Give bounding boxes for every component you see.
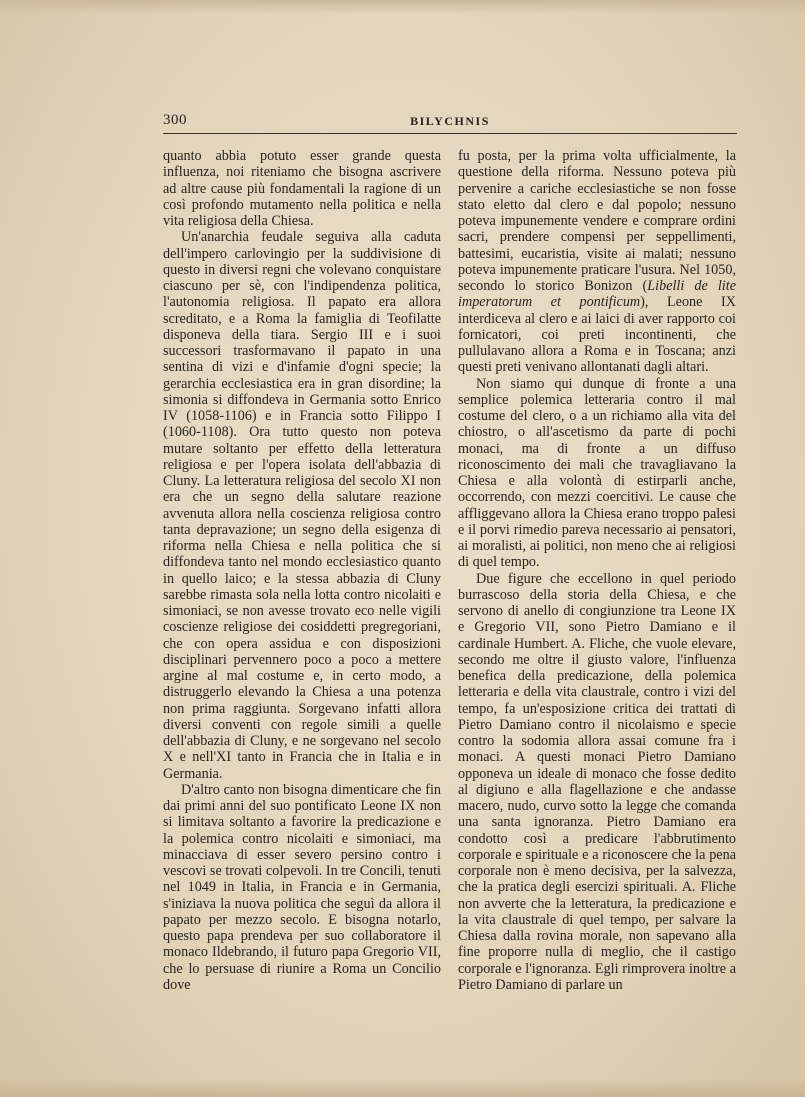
page-top-edge	[0, 0, 805, 14]
left-column	[163, 148, 441, 993]
paragraph-right-1-part-b: ), Leone IX interdiceva al clero e ai laici di aver rapporto coi fornicatori, coi preti incontinenti, che pullulavano allora a Roma e in Toscana; anzi questi preti venivano allontanati dagli altari.	[458, 294, 736, 376]
page-bottom-edge	[0, 1079, 805, 1097]
book-title-italic: Libelli de lite imperatorum et pontificum	[458, 278, 736, 311]
running-title: BILYCHNIS	[410, 114, 490, 128]
right-column	[458, 148, 736, 993]
paragraph-right-1-part-a: fu posta, per la prima volta ufficialmente, la questione della riforma. Nessuno poteva più pervenire a cariche ecclesiastiche se non fosse stato eletto dal clero e dal popolo; nessuno poteva impunemente vendere e comprare ordini sacri, prendere compensi per seppellimenti, battesimi, eucaristia, visite ai malati; nessuno poteva impunemente praticare l'usura. Nel 1050, secondo lo storico Bonizon (	[458, 148, 736, 294]
paragraph-left-2: Un'anarchia feudale seguiva alla caduta dell'impero carlovingio per la suddivisione di questo in diversi regni che volevano conquistare ciascuno per sè, con l'indipendenza politica, l'autonomia religiosa. Il papato era allora screditato, e a Roma la famiglia di Teofilatte disponeva della tiara. Sergio III e i suoi successori trasformavano il papato in una sentina di vizi e d'infamie d'ogni specie; la gerarchia ecclesiastica era in gran disordine; la simonia si diffondeva in Germania sotto Enrico IV (1058-1106) e in Francia sotto Filippo I (1060-1108). Ora tutto questo non poteva mutare soltanto per effetto della letteratura religiosa e per l'opera isolata dell'abbazia di Cluny. La letteratura religiosa del secolo XI non era che un segno della salutare reazione avvenuta allora nella coscienza religiosa contro tanta depravazione; un segno della esigenza di riforma nella Chiesa e nella politica che si diffondeva tanto nel mondo ecclesiastico quanto in quello laico; e la stessa abbazia di Cluny sarebbe rimasta sola nella lotta contro nicolaiti e simoniaci, se non avesse trovato eco nelle vigili coscienze religiose dei cosiddetti pregregoriani, che con opera assidua e con disposizioni disciplinari pervennero poco a poco a mettere argine al mal costume e, in certo modo, a distruggerlo elevando la Chiesa a una potenza non prima raggiunta. Sorgevano infatti allora diversi conventi con regole simili a quelle dell'abbazia di Cluny, e ne sorgevano nel secolo X e nell'XI tanto in Francia che in Italia e in Germania.	[163, 229, 441, 782]
header-rule	[163, 133, 737, 134]
paragraph-right-2: Non siamo qui dunque di fronte a una semplice polemica letteraria contro il mal costume del clero, o a un richiamo alla vita del chiostro, o all'ascetismo da parte di pochi monaci, ma di fronte a un diffuso riconoscimento dei mali che travagliavano la Chiesa e alla volontà di estirparli anche, occorrendo, con mezzi coercitivi. Le cause che affliggevano allora la Chiesa erano troppo palesi e il porvi rimedio pareva necessario ai pensatori, ai moralisti, ai politici, non meno che ai religiosi di quel tempo.	[458, 375, 736, 571]
paragraph-left-3: D'altro canto non bisogna dimenticare che fin dai primi anni del suo pontificato Leone IX non si limitava soltanto a favorire la predicazione e la polemica contro nicolaiti e simoniaci, ma minacciava di esser severo persino contro i vescovi se trovati colpevoli. In tre Concili, tenuti nel 1049 in Italia, in Francia e in Germania, s'iniziava la nuova politica che seguì da allora il papato per mezzo secolo. E bisogna notarlo, questo papa prendeva per suo collaboratore il monaco Ildebrando, il futuro papa Gregorio VII, che lo persuase di riunire a Roma un Concilio dove	[163, 781, 441, 993]
paragraph-left-1: quanto abbia potuto esser grande questa influenza, noi riteniamo che bisogna ascrivere ad altre cause più fondamentali la ragione di un così profondo mutamento nella politica e nella vita religiosa della Chiesa.	[163, 148, 441, 229]
paragraph-right-3: Due figure che eccellono in quel periodo burrascoso della storia della Chiesa, e che servono di anello di congiunzione tra Leone IX e Gregorio VII, sono Pietro Damiano e il cardinale Humbert. A. Fliche, che vuole elevare, secondo me oltre il giusto valore, l'influenza benefica della predicazione, della polemica letteraria e della vita claustrale, contro i vizi del tempo, fa un'esposizione critica dei trattati di Pietro Damiano contro il nicolaismo e specie contro la sodomia allora assai comune fra i monaci. A questi monaci Pietro Damiano opponeva un ideale di monaco che fosse dedito al digiuno e alla flagellazione e che andasse macero, nudo, curvo sotto la legge che comanda una santa ignoranza. Pietro Damiano era condotto così a predicare l'abbrutimento corporale e spirituale e a riconoscere che la pena corporale non è meno decisiva, per la salvezza, che la pratica degli esercizi spirituali. A. Fliche non avverte che la letteratura, la predicazione e la vita claustrale di quel tempo, per salvare la Chiesa dalla rovina morale, non sapevano alla fine proporre nulla di meglio, che il castigo corporale e l'ignoranza. Egli rimprovera inoltre a Pietro Damiano di parlare un	[458, 570, 736, 993]
page-number: 300	[163, 112, 187, 128]
page-header	[163, 112, 737, 132]
paragraph-right-1	[458, 148, 736, 376]
